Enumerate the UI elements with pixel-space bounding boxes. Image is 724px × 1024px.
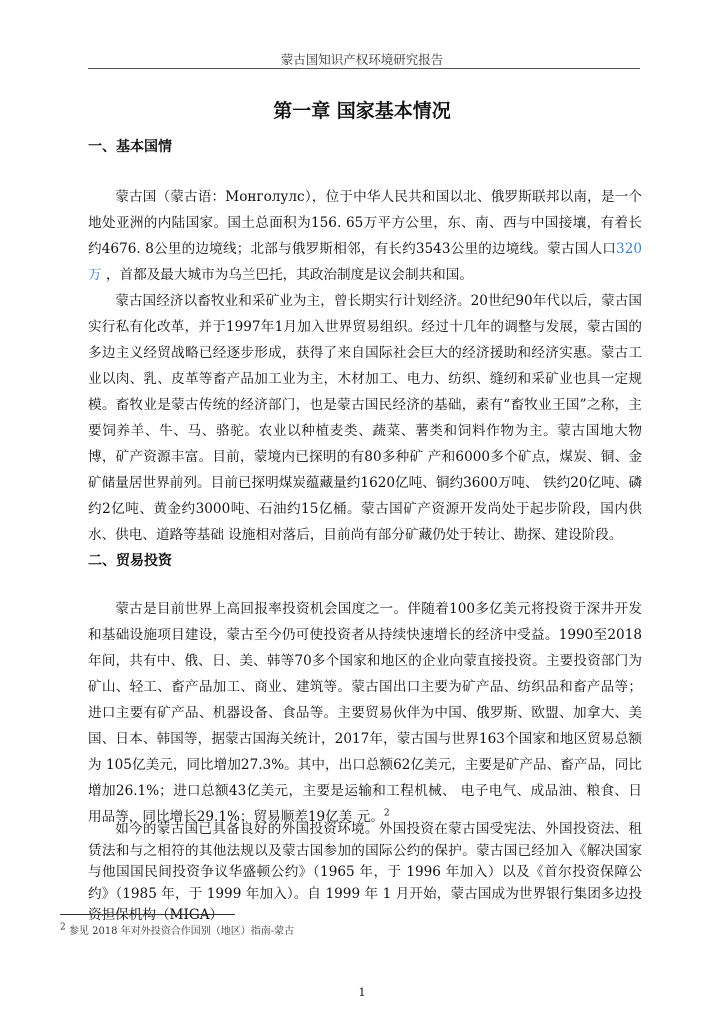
paragraph-investment-environment: 如今的蒙古国已具备良好的外国投资环境。外国投资在蒙古国受宪法、外国投资法、租赁法和与之相符的其他法规以及蒙古国参加的国际公约的保护。蒙古国已经加入《解决国家与他国国民间投资争议华盛顿公约》（1965 年，于 1996 年加入）以及《首尔投资保障公约》（1985 年，于 1999 年加入）。自 1999 年 1 月开始，蒙古国成为世界银行集团多边投资担保机构（MIGA） [88,821,642,923]
paragraph-trade [88,596,642,830]
running-header: 蒙古国知识产权环境研究报告 [280,52,444,67]
footnote-text: 参见 2018 年对外投资合作国别（地区）指南-蒙古 [65,926,295,937]
population-value: 320万 [88,241,642,283]
footnote-reference[interactable]: 2 [383,808,390,819]
overview-text-b: ，首都及最大城市为乌兰巴托，其政治制度是议会制共和国。 [101,267,473,283]
overview-text-a: 蒙古国（蒙古语：Монголулс），位于中华人民共和国以北、俄罗斯联邦以南，是一个地处亚洲的内陆国家。国土总面积为156. 65万平方公里，东、南、西与中国接壤，有着长约4676. 8公里的边境线；北部与俄罗斯相邻，有长约3543公里的边境线。蒙古国人口 [88,189,642,257]
trade-text: 蒙古是目前世界上高回报率投资机会国度之一。伴随着100多亿美元将投资于深井开发和基础设施项目建设，蒙古至今仍可使投资者从持续快速增长的经济中受益。1990至2018年间，共有中、俄、日、美、韩等70多个国家和地区的企业向蒙直接投资。主要投资部门为矿山、轻工、畜产品加工、商业、建筑等。蒙古国出口主要为矿产品、纺织品和畜产品等；进口主要有矿产品、机器设备、食品等。主要贸易伙伴为中国、俄罗斯、欧盟、加拿大、美国、日本、韩国等，据蒙古国海关统计，2017年，蒙古国与世界163个国家和地区贸易总额为 105亿美元，同比增加27.3%。其中，出口总额62亿美元，主要是矿产品、畜产品，同比增加26.1%；进口总额43亿美元，主要是运输和工程机械、 电子电气、成品油、粮食、日用品等，同比增长29.1%；贸易顺差19亿美 元。 [88,601,642,825]
footnote-divider [60,914,235,915]
section-title-basic-info: 一、基本国情 [88,139,172,155]
chapter-title: 第一章 国家基本情况 [273,100,451,122]
footnote-mark: 2 [60,922,66,933]
footnote [60,922,294,937]
paragraph-economy: 蒙古国经济以畜牧业和采矿业为主，曾长期实行计划经济。20世纪90年代以后，蒙古国实行私有化改革，并于1997年1月加入世界贸易组织。经过十几年的调整与发展，蒙古国的多边主义经贸战略已经逐步形成，获得了来自国际社会巨大的经济援助和经济实惠。蒙古工业以肉、乳、皮革等畜产品加工业为主，木材加工、电力、纺织、缝纫和采矿业也具一定规模。畜牧业是蒙古传统的经济部门，也是蒙古国民经济的基础，素有“畜牧业王国”之称，主要饲养羊、牛、马、骆驼。农业以种植麦类、蔬菜、薯类和饲料作物为主。蒙古国地大物博，矿产资源丰富。目前，蒙境内已探明的有80多种矿 产和6000多个矿点，煤炭、铜、金矿储量居世界前列。目前已探明煤炭蕴藏量约1620亿吨、铜约3600万吨、 铁约20亿吨、磷约2亿吨、黄金约3000吨、石油约15亿桶。蒙古国矿产资源开发尚处于起步阶段，国内供水、供电、道路等基础 设施相对落后，目前尚有部分矿藏仍处于转让、勘探、建设阶段。 [88,293,642,543]
section-title-trade-investment: 二、贸易投资 [88,553,172,569]
paragraph-overview [88,184,642,288]
header-divider [88,68,640,69]
page-number: 1 [358,986,366,999]
